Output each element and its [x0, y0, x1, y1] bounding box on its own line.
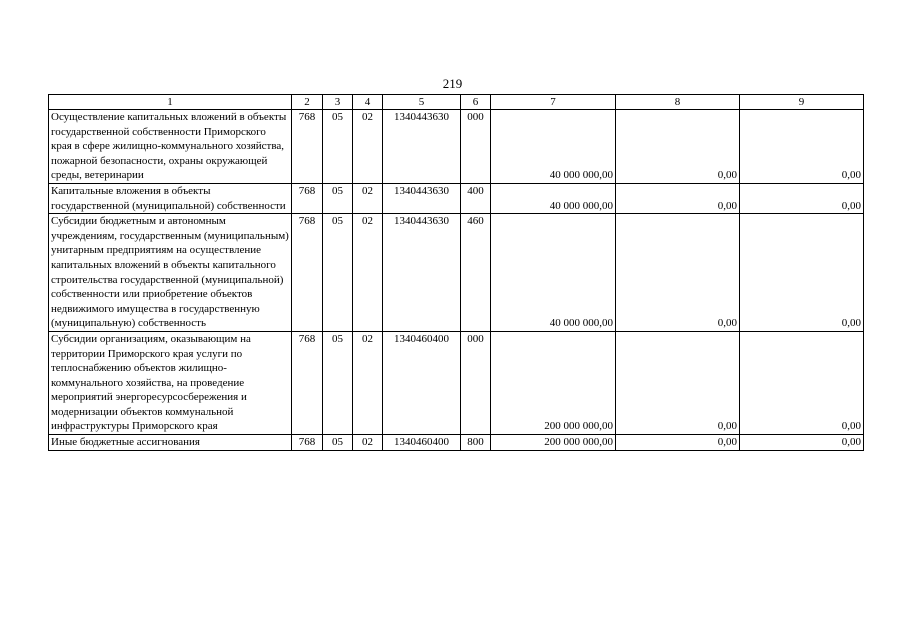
table-row	[49, 183, 864, 213]
target-article-code: 1340443630	[383, 183, 461, 213]
row-name: Иные бюджетные ассигнования	[49, 435, 292, 451]
ministry-code: 768	[292, 214, 323, 332]
expense-type-code: 400	[461, 183, 491, 213]
amount-col-7: 40 000 000,00	[491, 183, 616, 213]
col-header-8: 8	[616, 95, 740, 110]
amount-col-8: 0,00	[616, 331, 740, 434]
expense-type-code: 000	[461, 110, 491, 184]
row-name: Капитальные вложения в объекты государственной (муниципальной) собственности	[49, 183, 292, 213]
section-code: 05	[323, 183, 353, 213]
section-code: 05	[323, 435, 353, 451]
amount-col-7: 200 000 000,00	[491, 331, 616, 434]
table-row	[49, 435, 864, 451]
col-header-6: 6	[461, 95, 491, 110]
header-row	[49, 95, 864, 110]
amount-col-7: 40 000 000,00	[491, 110, 616, 184]
subsection-code: 02	[353, 331, 383, 434]
amount-col-8: 0,00	[616, 214, 740, 332]
col-header-9: 9	[740, 95, 864, 110]
amount-col-8: 0,00	[616, 435, 740, 451]
ministry-code: 768	[292, 183, 323, 213]
expense-type-code: 000	[461, 331, 491, 434]
section-code: 05	[323, 110, 353, 184]
subsection-code: 02	[353, 214, 383, 332]
subsection-code: 02	[353, 110, 383, 184]
col-header-5: 5	[383, 95, 461, 110]
subsection-code: 02	[353, 183, 383, 213]
table-row	[49, 331, 864, 434]
target-article-code: 1340443630	[383, 110, 461, 184]
amount-col-8: 0,00	[616, 110, 740, 184]
subsection-code: 02	[353, 435, 383, 451]
budget-table	[48, 94, 864, 451]
col-header-3: 3	[323, 95, 353, 110]
col-header-1: 1	[49, 95, 292, 110]
amount-col-9: 0,00	[740, 214, 864, 332]
target-article-code: 1340460400	[383, 331, 461, 434]
ministry-code: 768	[292, 110, 323, 184]
expense-type-code: 460	[461, 214, 491, 332]
target-article-code: 1340443630	[383, 214, 461, 332]
table-row	[49, 214, 864, 332]
amount-col-8: 0,00	[616, 183, 740, 213]
row-name: Осуществление капитальных вложений в объекты государственной собственности Приморского края в сфере жилищно-коммунального хозяйства, пожарной безопасности, охраны окружающей среды, ветеринарии	[49, 110, 292, 184]
row-name: Субсидии организациям, оказывающим на территории Приморского края услуги по теплоснабжению объектов жилищно-коммунального хозяйства, на проведение мероприятий энергоресурсосбережения и модернизации объектов коммунальной инфраструктуры Приморского края	[49, 331, 292, 434]
col-header-2: 2	[292, 95, 323, 110]
col-header-4: 4	[353, 95, 383, 110]
section-code: 05	[323, 214, 353, 332]
ministry-code: 768	[292, 331, 323, 434]
amount-col-9: 0,00	[740, 435, 864, 451]
table-row	[49, 110, 864, 184]
ministry-code: 768	[292, 435, 323, 451]
amount-col-9: 0,00	[740, 110, 864, 184]
amount-col-9: 0,00	[740, 183, 864, 213]
col-header-7: 7	[491, 95, 616, 110]
page-number: 219	[442, 76, 463, 91]
amount-col-9: 0,00	[740, 331, 864, 434]
row-name: Субсидии бюджетным и автономным учреждениям, государственным (муниципальным) унитарным предприятиям на осуществление капитальных вложений в объекты капитального строительства государственной (муниципальной) собственности или приобретение объектов недвижимого имущества в государственную (муниципальную) собственность	[49, 214, 292, 332]
target-article-code: 1340460400	[383, 435, 461, 451]
section-code: 05	[323, 331, 353, 434]
amount-col-7: 200 000 000,00	[491, 435, 616, 451]
amount-col-7: 40 000 000,00	[491, 214, 616, 332]
expense-type-code: 800	[461, 435, 491, 451]
